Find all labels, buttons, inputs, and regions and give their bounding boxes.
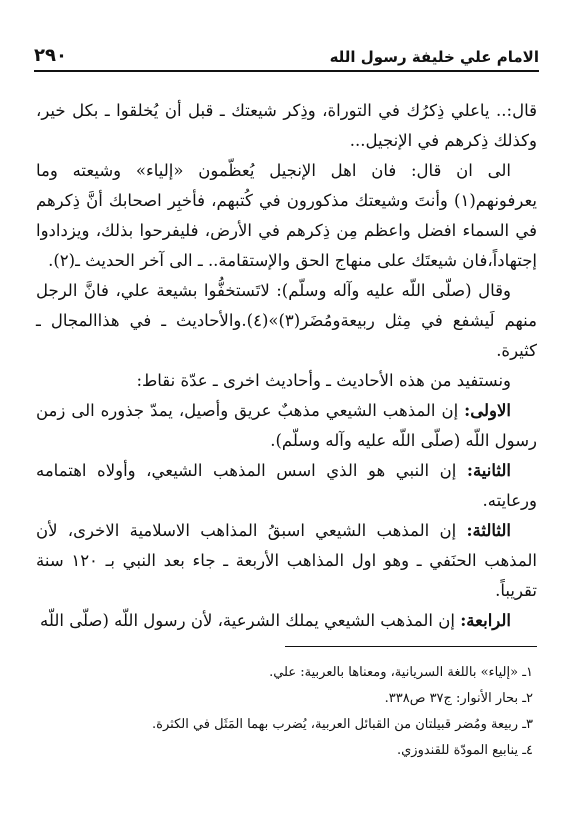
point-text: إن النبي هو الذي اسس المذهب الشيعي، وأولاه اهتمامه ورعايته. [36,461,537,510]
running-title: الامام علي خليفة رسول الله [329,48,539,66]
footnotes [36,660,533,764]
point-heading: الرابعة: [460,611,511,630]
point-first [36,396,537,456]
body-text [36,96,537,636]
point-heading: الثالثة: [466,521,511,540]
paragraph-hadith-3: وقال (صلّى اللّه عليه وآله وسلّم): لاتَستخفُّوا بشيعة علي، فانَّ الرجل منهم لَيشفع في مِثل ربيعةومُضَر(٣)»(٤).والأحاديث ـ في هذاالمجال ـ كثيرة. [36,281,537,360]
point-third [36,516,537,606]
footnote-divider [285,646,537,647]
point-fourth [36,606,537,636]
point-text: إن المذهب الشيعي اسبقُ المذاهب الاسلامية الاخرى، لأن المذهب الحنَفي ـ وهو اول المذاهب الأربعة ـ جاء بعد النبي بـ ١٢٠ سنة تقريباً. [36,521,537,600]
point-second [36,456,537,516]
footnote-item: ٣ـ ربيعة ومُضر قبيلتان من القبائل العربية، يُضرب بهما المَثَل في الكثرة. [152,717,533,732]
footnote-item: ٢ـ بحار الأنوار: ج٣٧ ص٣٣٨. [384,691,533,706]
paragraph-points-intro: ونستفيد من هذه الأحاديث ـ وأحاديث اخرى ـ عدّة نقاط: [136,371,511,390]
point-text: إن المذهب الشيعي يملك الشرعية، لأن رسول اللّه (صلّى اللّه [40,611,461,630]
footnote-item: ١ـ «إلياء» باللغة السريانية، ومعناها بالعربية: علي. [269,665,533,680]
paragraph-hadith-2: الى ان قال: فان اهل الإنجيل يُعظّمون «إلياء» وشيعته وما يعرفونهم(١) وأنتَ وشيعتك مذكورون في كُتبهم، فأخبِر اصحابك أنَّ ذِكرهم في السماء افضل واعظم مِن ذِكرهم في الأرض، فليفرحوا بذلك، ويزدادوا إجتهاداً،فان شيعتَك على منهاج الحق والإستقامة.. ـ الى آخر الحديث ـ(٢). [36,161,537,270]
page-header [34,30,539,72]
point-heading: الثانية: [466,461,511,480]
page-number: ٢٩٠ [34,45,67,66]
paragraph-hadith-1: قال:.. ياعلي ذِكرُك في التوراة، وذِكر شيعتك ـ قبل أن يُخلقوا ـ بكل خير، وكذلك ذِكرهم في الإنجيل... [36,101,537,150]
point-text: إن المذهب الشيعي مذهبٌ عريق وأصيل، يمدّ جذوره الى زمن رسول اللّه (صلّى اللّه عليه وآله وسلّم). [36,401,537,450]
point-heading: الاولى: [464,401,511,420]
footnote-item: ٤ـ ينابيع المودّة للقندوزي. [396,743,533,758]
